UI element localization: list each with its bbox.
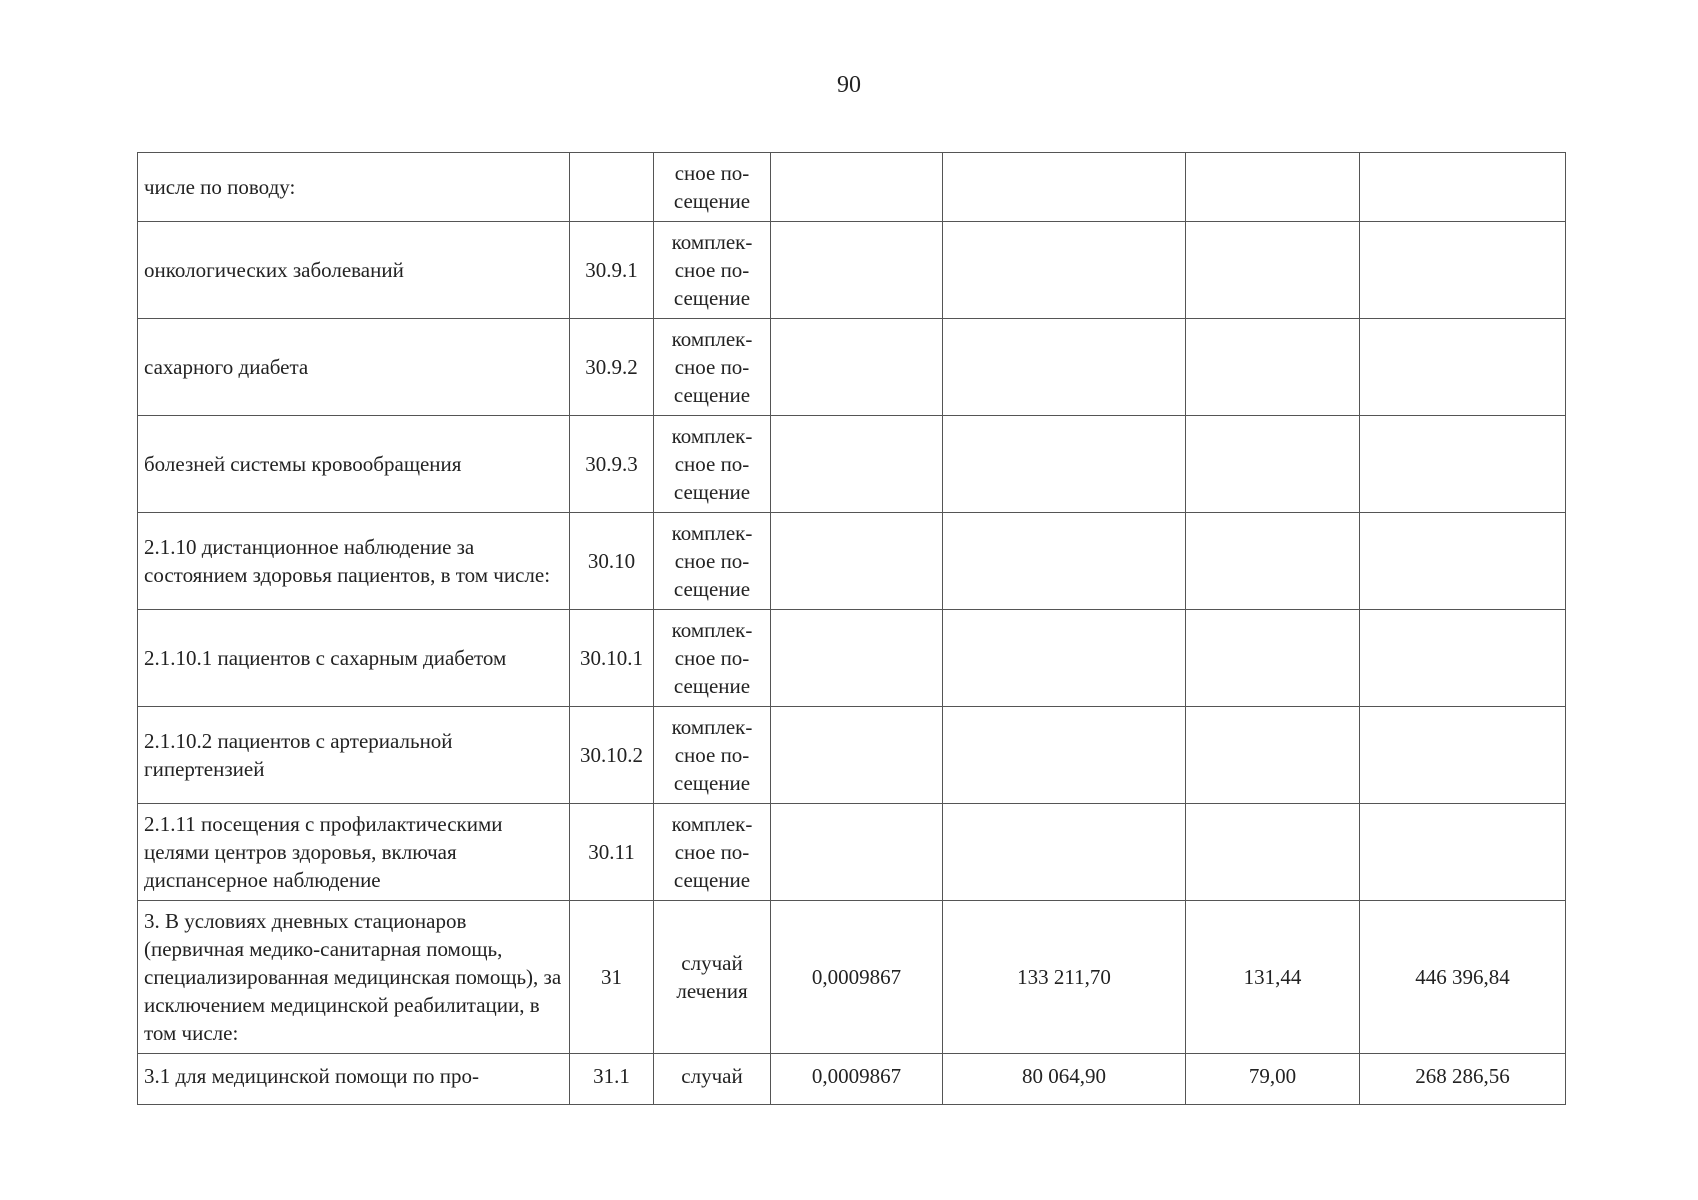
row-value-2-cell — [943, 707, 1186, 804]
row-name-cell: 2.1.10.1 пациентов с сахарным диабетом — [138, 610, 570, 707]
row-code-cell: 30.11 — [570, 804, 654, 901]
row-name-cell: числе по поводу: — [138, 153, 570, 222]
page-number: 90 — [837, 72, 861, 98]
row-unit-cell: случай — [654, 1054, 771, 1105]
row-unit-cell: случай лечения — [654, 901, 771, 1054]
row-name-cell: сахарного диабета — [138, 319, 570, 416]
row-value-4-cell — [1360, 153, 1566, 222]
row-value-1-cell: 0,0009867 — [771, 1054, 943, 1105]
row-value-3-cell — [1186, 222, 1360, 319]
row-name-cell: 2.1.10.2 пациентов с артериальной гипертензией — [138, 707, 570, 804]
row-code-cell: 30.10 — [570, 513, 654, 610]
row-value-2-cell — [943, 513, 1186, 610]
row-code-cell: 30.9.1 — [570, 222, 654, 319]
row-value-1-cell — [771, 416, 943, 513]
row-unit-cell: комплек- сное по- сещение — [654, 319, 771, 416]
row-value-4-cell — [1360, 804, 1566, 901]
row-value-1-cell — [771, 513, 943, 610]
row-code-cell: 31 — [570, 901, 654, 1054]
row-value-2-cell — [943, 319, 1186, 416]
table-row — [138, 610, 1566, 707]
row-value-3-cell: 131,44 — [1186, 901, 1360, 1054]
row-name-cell: болезней системы кровообращения — [138, 416, 570, 513]
row-value-3-cell — [1186, 804, 1360, 901]
row-unit-cell: комплек- сное по- сещение — [654, 222, 771, 319]
row-value-2-cell — [943, 416, 1186, 513]
table-row — [138, 222, 1566, 319]
table-row — [138, 707, 1566, 804]
row-code-cell: 31.1 — [570, 1054, 654, 1105]
table-row — [138, 416, 1566, 513]
row-value-3-cell — [1186, 513, 1360, 610]
row-value-3-cell — [1186, 416, 1360, 513]
row-value-2-cell — [943, 804, 1186, 901]
row-code-cell: 30.10.2 — [570, 707, 654, 804]
row-value-1-cell — [771, 222, 943, 319]
row-value-4-cell — [1360, 513, 1566, 610]
row-value-2-cell: 133 211,70 — [943, 901, 1186, 1054]
row-unit-cell: сное по- сещение — [654, 153, 771, 222]
data-table — [137, 152, 1566, 1105]
row-value-4-cell: 446 396,84 — [1360, 901, 1566, 1054]
row-value-4-cell: 268 286,56 — [1360, 1054, 1566, 1105]
row-code-cell: 30.10.1 — [570, 610, 654, 707]
row-value-4-cell — [1360, 610, 1566, 707]
row-code-cell: 30.9.3 — [570, 416, 654, 513]
row-value-4-cell — [1360, 416, 1566, 513]
row-value-2-cell — [943, 153, 1186, 222]
row-name-cell: 3. В условиях дневных стационаров (первичная медико-санитарная помощь, специализированная медицинская помощь), за исключением медицинской реабилитации, в том числе: — [138, 901, 570, 1054]
row-unit-cell: комплек- сное по- сещение — [654, 610, 771, 707]
row-value-1-cell — [771, 804, 943, 901]
row-name-cell: 3.1 для медицинской помощи по про- — [138, 1054, 570, 1105]
row-unit-cell: комплек- сное по- сещение — [654, 416, 771, 513]
row-value-4-cell — [1360, 707, 1566, 804]
row-value-2-cell: 80 064,90 — [943, 1054, 1186, 1105]
row-value-3-cell — [1186, 153, 1360, 222]
row-value-3-cell — [1186, 319, 1360, 416]
row-value-1-cell — [771, 610, 943, 707]
row-value-3-cell: 79,00 — [1186, 1054, 1360, 1105]
row-value-4-cell — [1360, 222, 1566, 319]
row-value-4-cell — [1360, 319, 1566, 416]
row-value-1-cell — [771, 319, 943, 416]
row-value-1-cell — [771, 707, 943, 804]
row-name-cell: 2.1.10 дистанционное наблюдение за состоянием здоровья пациентов, в том числе: — [138, 513, 570, 610]
row-code-cell — [570, 153, 654, 222]
row-value-2-cell — [943, 222, 1186, 319]
table-row — [138, 1054, 1566, 1105]
row-unit-cell: комплек- сное по- сещение — [654, 804, 771, 901]
row-value-1-cell: 0,0009867 — [771, 901, 943, 1054]
row-code-cell: 30.9.2 — [570, 319, 654, 416]
row-unit-cell: комплек- сное по- сещение — [654, 513, 771, 610]
row-value-2-cell — [943, 610, 1186, 707]
row-name-cell: 2.1.11 посещения с профилактическими целями центров здоровья, включая диспансерное наблюдение — [138, 804, 570, 901]
row-name-cell: онкологических заболеваний — [138, 222, 570, 319]
table-row — [138, 804, 1566, 901]
table-row — [138, 319, 1566, 416]
row-unit-cell: комплек- сное по- сещение — [654, 707, 771, 804]
table-row — [138, 901, 1566, 1054]
table-row — [138, 513, 1566, 610]
table-row — [138, 153, 1566, 222]
row-value-3-cell — [1186, 610, 1360, 707]
row-value-1-cell — [771, 153, 943, 222]
row-value-3-cell — [1186, 707, 1360, 804]
